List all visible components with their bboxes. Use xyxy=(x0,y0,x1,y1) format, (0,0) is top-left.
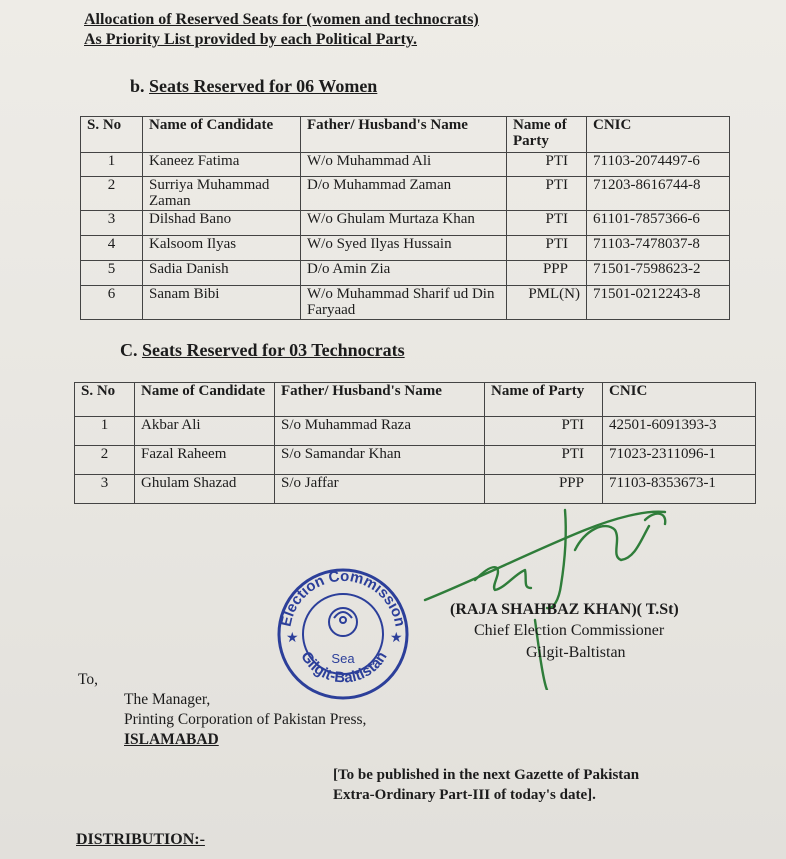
cell-cnic: 71501-0212243-8 xyxy=(587,286,730,320)
cell-relation: W/o Syed Ilyas Hussain xyxy=(301,236,507,261)
women-seats-table xyxy=(80,116,730,320)
cell-party: PPP xyxy=(485,475,603,504)
cell-relation: W/o Muhammad Sharif ud Din Faryaad xyxy=(301,286,507,320)
cell-sno: 3 xyxy=(81,211,143,236)
gazette-note-line-1: [To be published in the next Gazette of Pakistan xyxy=(333,767,640,783)
addressee-line-2: Printing Corporation of Pakistan Press, xyxy=(124,711,367,728)
cell-name: Akbar Ali xyxy=(135,417,275,446)
table-row xyxy=(81,261,730,286)
col-party: Name of Party xyxy=(507,117,587,153)
table-header-row xyxy=(81,117,730,153)
cell-sno: 5 xyxy=(81,261,143,286)
cell-sno: 1 xyxy=(75,417,135,446)
distribution-heading: DISTRIBUTION:- xyxy=(76,831,205,848)
cell-name: Sadia Danish xyxy=(143,261,301,286)
cell-party: PTI xyxy=(485,446,603,475)
section-b-prefix: b. xyxy=(130,76,145,96)
cell-sno: 1 xyxy=(81,153,143,177)
cell-sno: 2 xyxy=(81,177,143,211)
col-sno: S. No xyxy=(81,117,143,153)
cell-name: Surriya Muhammad Zaman xyxy=(143,177,301,211)
cell-relation: D/o Muhammad Zaman xyxy=(301,177,507,211)
cell-sno: 3 xyxy=(75,475,135,504)
table-row xyxy=(81,211,730,236)
signatory-region: Gilgit-Baltistan xyxy=(526,644,626,661)
table-row xyxy=(75,446,756,475)
seal-emblem-icon xyxy=(329,608,357,636)
section-c-heading xyxy=(120,340,405,361)
col-name: Name of Candidate xyxy=(135,383,275,417)
cell-cnic: 71103-8353673-1 xyxy=(603,475,756,504)
cell-party: PML(N) xyxy=(507,286,587,320)
signatory-designation: Chief Election Commissioner xyxy=(474,622,665,639)
table-row xyxy=(81,286,730,320)
col-party: Name of Party xyxy=(485,383,603,417)
cell-name: Dilshad Bano xyxy=(143,211,301,236)
cell-relation: S/o Samandar Khan xyxy=(275,446,485,475)
election-commission-seal xyxy=(268,562,418,702)
seal-bottom-text: Gilgit-Baltistan xyxy=(297,648,391,687)
cell-relation: S/o Muhammad Raza xyxy=(275,417,485,446)
technocrat-seats-table xyxy=(74,382,756,504)
section-b-heading xyxy=(130,76,377,97)
cell-cnic: 71501-7598623-2 xyxy=(587,261,730,286)
cell-party: PTI xyxy=(485,417,603,446)
cell-party: PTI xyxy=(507,153,587,177)
cell-name: Sanam Bibi xyxy=(143,286,301,320)
cell-relation: W/o Ghulam Murtaza Khan xyxy=(301,211,507,236)
header-line-1: Allocation of Reserved Seats for (women and technocrats) xyxy=(84,11,479,28)
addressee-line-1: The Manager, xyxy=(124,691,211,708)
cell-party: PTI xyxy=(507,211,587,236)
cell-cnic: 61101-7857366-6 xyxy=(587,211,730,236)
cell-relation: D/o Amin Zia xyxy=(301,261,507,286)
addressee-city: ISLAMABAD xyxy=(124,731,219,748)
seal-star-icon: ★ xyxy=(390,630,403,646)
cell-party: PPP xyxy=(507,261,587,286)
table-row xyxy=(81,153,730,177)
col-name: Name of Candidate xyxy=(143,117,301,153)
cell-relation: W/o Muhammad Ali xyxy=(301,153,507,177)
cell-sno: 4 xyxy=(81,236,143,261)
col-relation: Father/ Husband's Name xyxy=(301,117,507,153)
cell-cnic: 71203-8616744-8 xyxy=(587,177,730,211)
cell-party: PTI xyxy=(507,177,587,211)
cell-sno: 6 xyxy=(81,286,143,320)
col-sno: S. No xyxy=(75,383,135,417)
header-line-2: As Priority List provided by each Political Party. xyxy=(84,31,418,48)
cell-name: Kaneez Fatima xyxy=(143,153,301,177)
col-cnic: CNIC xyxy=(587,117,730,153)
addressee-to: To, xyxy=(78,671,99,688)
cell-cnic: 71023-2311096-1 xyxy=(603,446,756,475)
table-row xyxy=(81,177,730,211)
section-c-title: Seats Reserved for 03 Technocrats xyxy=(142,340,405,360)
table-row xyxy=(75,417,756,446)
seal-top-text: Election Commission xyxy=(277,567,409,629)
cell-name: Kalsoom Ilyas xyxy=(143,236,301,261)
gazette-note-line-2: Extra-Ordinary Part-III of today's date]. xyxy=(333,787,596,803)
cell-sno: 2 xyxy=(75,446,135,475)
cell-cnic: 71103-2074497-6 xyxy=(587,153,730,177)
signatory-name: (RAJA SHAHBAZ KHAN)( T.St) xyxy=(450,601,679,618)
section-b-title: Seats Reserved for 06 Women xyxy=(149,76,378,96)
col-cnic: CNIC xyxy=(603,383,756,417)
cell-relation: S/o Jaffar xyxy=(275,475,485,504)
table-row xyxy=(81,236,730,261)
section-c-prefix: C. xyxy=(120,340,138,360)
cell-name: Ghulam Shazad xyxy=(135,475,275,504)
cell-party: PTI xyxy=(507,236,587,261)
col-relation: Father/ Husband's Name xyxy=(275,383,485,417)
cell-cnic: 42501-6091393-3 xyxy=(603,417,756,446)
table-header-row xyxy=(75,383,756,417)
seal-star-icon: ★ xyxy=(286,630,299,646)
cell-cnic: 71103-7478037-8 xyxy=(587,236,730,261)
cell-name: Fazal Raheem xyxy=(135,446,275,475)
seal-center-text: Sea xyxy=(331,651,355,666)
